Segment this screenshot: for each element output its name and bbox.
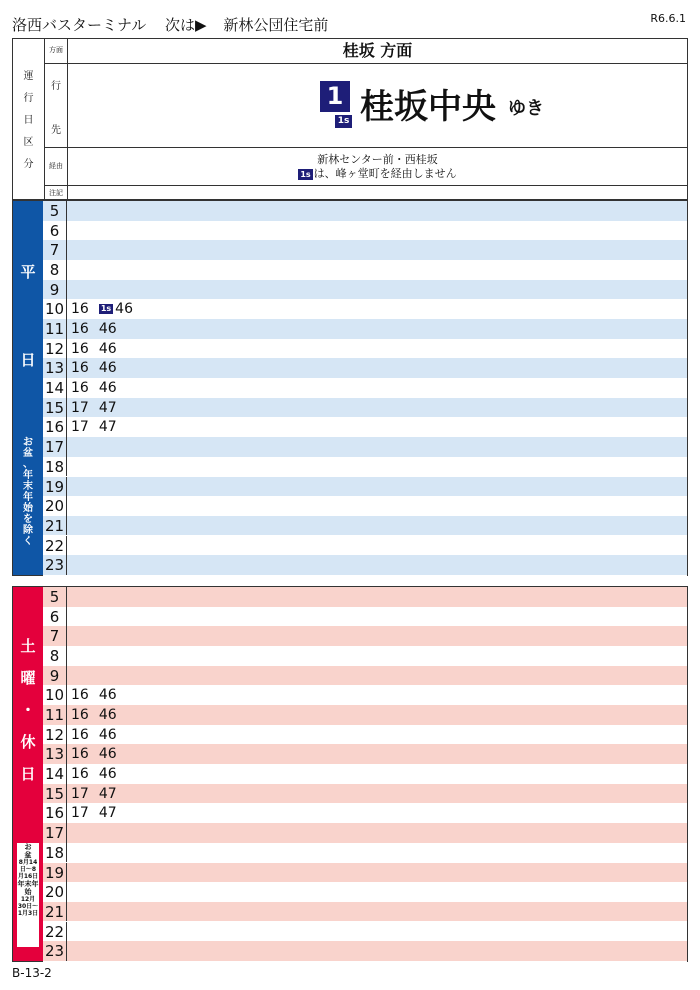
timetable-row: [43, 882, 687, 903]
departure-minute: 17: [71, 399, 89, 416]
timetable-row: [43, 587, 687, 608]
timetable-row: [43, 240, 687, 261]
minutes-cell: [71, 725, 127, 745]
hour-cell: 18: [43, 843, 67, 863]
departure-minute: 17: [71, 805, 89, 822]
departure-minute: 47: [98, 399, 117, 416]
timetable-row: [43, 496, 687, 517]
hour-cell: 9: [43, 666, 67, 686]
holiday-char: 日: [20, 765, 36, 783]
timetable-row: [43, 646, 687, 667]
timetable-row: [43, 764, 687, 785]
hour-cell: 7: [43, 626, 67, 646]
holiday-char: ・: [20, 701, 36, 719]
departure-minute: 16: [71, 380, 89, 397]
hour-cell: 15: [43, 398, 67, 418]
dest-label-1: 行: [51, 81, 61, 92]
route-variant-badge: 1s: [335, 115, 352, 128]
destination-name: 桂坂中央: [360, 87, 496, 127]
timetable-row: [43, 299, 687, 320]
direction-label: 方面: [49, 46, 63, 54]
route-info-panel: [12, 38, 688, 200]
hour-cell: 6: [43, 221, 67, 241]
timetable-row: [43, 457, 687, 478]
hour-cell: 11: [43, 705, 67, 725]
minutes-cell: [71, 744, 127, 764]
timetable-row: [43, 705, 687, 726]
note-char: を: [23, 514, 33, 525]
hour-cell: 5: [43, 201, 67, 221]
departure-minute: 17: [71, 785, 89, 802]
minutes-cell: [71, 764, 127, 784]
op-char: 運: [23, 71, 34, 82]
departure-minute: 46: [98, 707, 117, 724]
hour-cell: 17: [43, 437, 67, 457]
holiday-char: 休: [20, 733, 36, 751]
hour-cell: 7: [43, 240, 67, 260]
departure-minute: 17: [71, 419, 89, 436]
timetable-row: [43, 941, 687, 962]
revision-date: R6.6.1: [650, 12, 686, 25]
hour-cell: 18: [43, 457, 67, 477]
timetable-row: [43, 221, 687, 242]
weekday-timetable: [12, 200, 688, 576]
timetable-row: [43, 902, 687, 923]
hour-cell: 23: [43, 555, 67, 575]
footer-code: B-13-2: [12, 966, 52, 980]
note-char: 、: [23, 459, 33, 470]
timetable-row: [43, 516, 687, 537]
timetable-row: [43, 725, 687, 746]
hour-cell: 6: [43, 607, 67, 627]
destination-suffix: ゆき: [508, 98, 544, 119]
timetable-row: [43, 744, 687, 765]
departure-minute: 16: [71, 340, 89, 357]
note-char: 年: [23, 470, 33, 481]
timetable-row: [43, 823, 687, 844]
op-char: 区: [23, 137, 34, 148]
hour-cell: 22: [43, 536, 67, 556]
timetable-row: [43, 280, 687, 301]
hour-cell: 23: [43, 941, 67, 961]
departure-minute: 47: [98, 419, 117, 436]
timetable-row: [43, 685, 687, 706]
timetable-row: [43, 319, 687, 340]
holiday-side-label: [13, 587, 43, 961]
note-char: 始: [23, 503, 33, 514]
minutes-cell: [71, 319, 127, 339]
note-char: く: [23, 536, 33, 547]
via-line-1: 新林センター前・西桂坂: [317, 153, 438, 166]
timetable-row: [43, 666, 687, 687]
timetable-row: [43, 863, 687, 884]
departure-minute: 46: [98, 380, 117, 397]
departure-minute: 16: [71, 687, 89, 704]
departure-minute: 16: [71, 746, 89, 763]
departure-minute: 16: [71, 766, 89, 783]
note-char: 年: [23, 492, 33, 503]
variant-tag: 1s: [100, 304, 112, 314]
holiday-char: 曜: [20, 669, 36, 687]
hour-cell: 19: [43, 477, 67, 497]
timetable-row: [43, 339, 687, 360]
hour-cell: 14: [43, 764, 67, 784]
hour-cell: 10: [43, 685, 67, 705]
timetable-row: [43, 398, 687, 419]
hour-cell: 19: [43, 863, 67, 883]
note-part: 盆: [24, 851, 32, 859]
destination-block: [68, 63, 687, 147]
minutes-cell: [71, 685, 127, 705]
timetable-row: [43, 922, 687, 943]
timetable-row: [43, 843, 687, 864]
departure-minute: 46: [98, 321, 117, 338]
minutes-cell: [71, 803, 127, 823]
note-part: 年末年始: [17, 880, 39, 896]
minutes-cell: [71, 378, 127, 398]
hour-cell: 15: [43, 784, 67, 804]
timetable-row: [43, 555, 687, 576]
note-char: お: [23, 437, 33, 448]
timetable-row: [43, 358, 687, 379]
departure-minute: 46: [115, 301, 133, 318]
hour-cell: 20: [43, 496, 67, 516]
minutes-cell: [71, 784, 127, 804]
hour-cell: 10: [43, 299, 67, 319]
minutes-cell: [71, 339, 127, 359]
stop-name: 洛西バスターミナル: [12, 16, 147, 34]
note-char: 除: [23, 525, 33, 536]
departure-minute: 16: [71, 726, 89, 743]
hour-cell: 22: [43, 922, 67, 942]
hour-cell: 16: [43, 417, 67, 437]
hour-cell: 8: [43, 260, 67, 280]
timetable-row: [43, 201, 687, 222]
minutes-cell: [71, 358, 127, 378]
hour-cell: 8: [43, 646, 67, 666]
weekday-char: 日: [20, 351, 36, 369]
departure-minute: 46: [98, 360, 117, 377]
departure-minute: 47: [98, 785, 117, 802]
weekday-char: 平: [20, 263, 36, 281]
departure-minute: 16: [71, 301, 89, 318]
departure-minute: 16: [71, 360, 89, 377]
hour-cell: 14: [43, 378, 67, 398]
departure-minute: 46: [98, 726, 117, 743]
via-tag: 1s: [300, 170, 311, 179]
timetable-row: [43, 260, 687, 281]
hour-cell: 5: [43, 587, 67, 607]
op-char: 行: [23, 93, 34, 104]
hour-cell: 21: [43, 902, 67, 922]
timetable-row: [43, 417, 687, 438]
hour-cell: 9: [43, 280, 67, 300]
next-stop: 新林公団住宅前: [223, 16, 329, 34]
holiday-note: [17, 843, 39, 947]
holiday-timetable: [12, 586, 688, 962]
op-char: 日: [23, 115, 34, 126]
departure-minute: 46: [98, 340, 117, 357]
timetable-row: [43, 536, 687, 557]
hour-cell: 11: [43, 319, 67, 339]
note-part: 12月30日〜1月3日: [17, 896, 39, 917]
next-label: 次は▶: [165, 16, 207, 34]
stop-header: [12, 14, 328, 35]
weekday-note: [13, 437, 43, 547]
via-line-2: [68, 167, 687, 181]
hour-cell: 17: [43, 823, 67, 843]
via-line-2-text: は、峰ヶ堂町を経由しません: [313, 167, 457, 180]
note-char: 盆: [23, 448, 33, 459]
note-part: お: [24, 843, 32, 851]
departure-minute: 47: [98, 805, 117, 822]
timetable-row: [43, 607, 687, 628]
hour-cell: 16: [43, 803, 67, 823]
note-part: 8月14日〜8月16日: [17, 859, 39, 880]
minutes-cell: [71, 299, 143, 319]
minutes-cell: [71, 398, 127, 418]
hour-cell: 20: [43, 882, 67, 902]
departure-minute: 46: [98, 746, 117, 763]
minutes-cell: [71, 705, 127, 725]
minutes-cell: [71, 417, 127, 437]
hour-cell: 12: [43, 725, 67, 745]
hour-cell: 13: [43, 744, 67, 764]
departure-minute: 16: [71, 321, 89, 338]
hour-cell: 21: [43, 516, 67, 536]
weekday-side-label: [13, 201, 43, 575]
hour-cell: 12: [43, 339, 67, 359]
timetable-row: [43, 784, 687, 805]
op-char: 分: [23, 159, 34, 170]
timetable-row: [43, 626, 687, 647]
timetable-row: [43, 477, 687, 498]
holiday-char: 土: [20, 637, 36, 655]
dest-label-2: 先: [51, 125, 61, 136]
note-char: 末: [23, 481, 33, 492]
route-number-badge: 1: [320, 81, 350, 112]
timetable-row: [43, 437, 687, 458]
timetable-row: [43, 803, 687, 824]
via-label: 経由: [49, 162, 63, 170]
departure-minute: 46: [98, 766, 117, 783]
via-info: [68, 147, 687, 185]
note-label: 注記: [49, 189, 63, 197]
departure-minute: 46: [98, 687, 117, 704]
hour-cell: 13: [43, 358, 67, 378]
direction-title: 桂坂 方面: [342, 41, 413, 60]
timetable-row: [43, 378, 687, 399]
departure-minute: 16: [71, 707, 89, 724]
